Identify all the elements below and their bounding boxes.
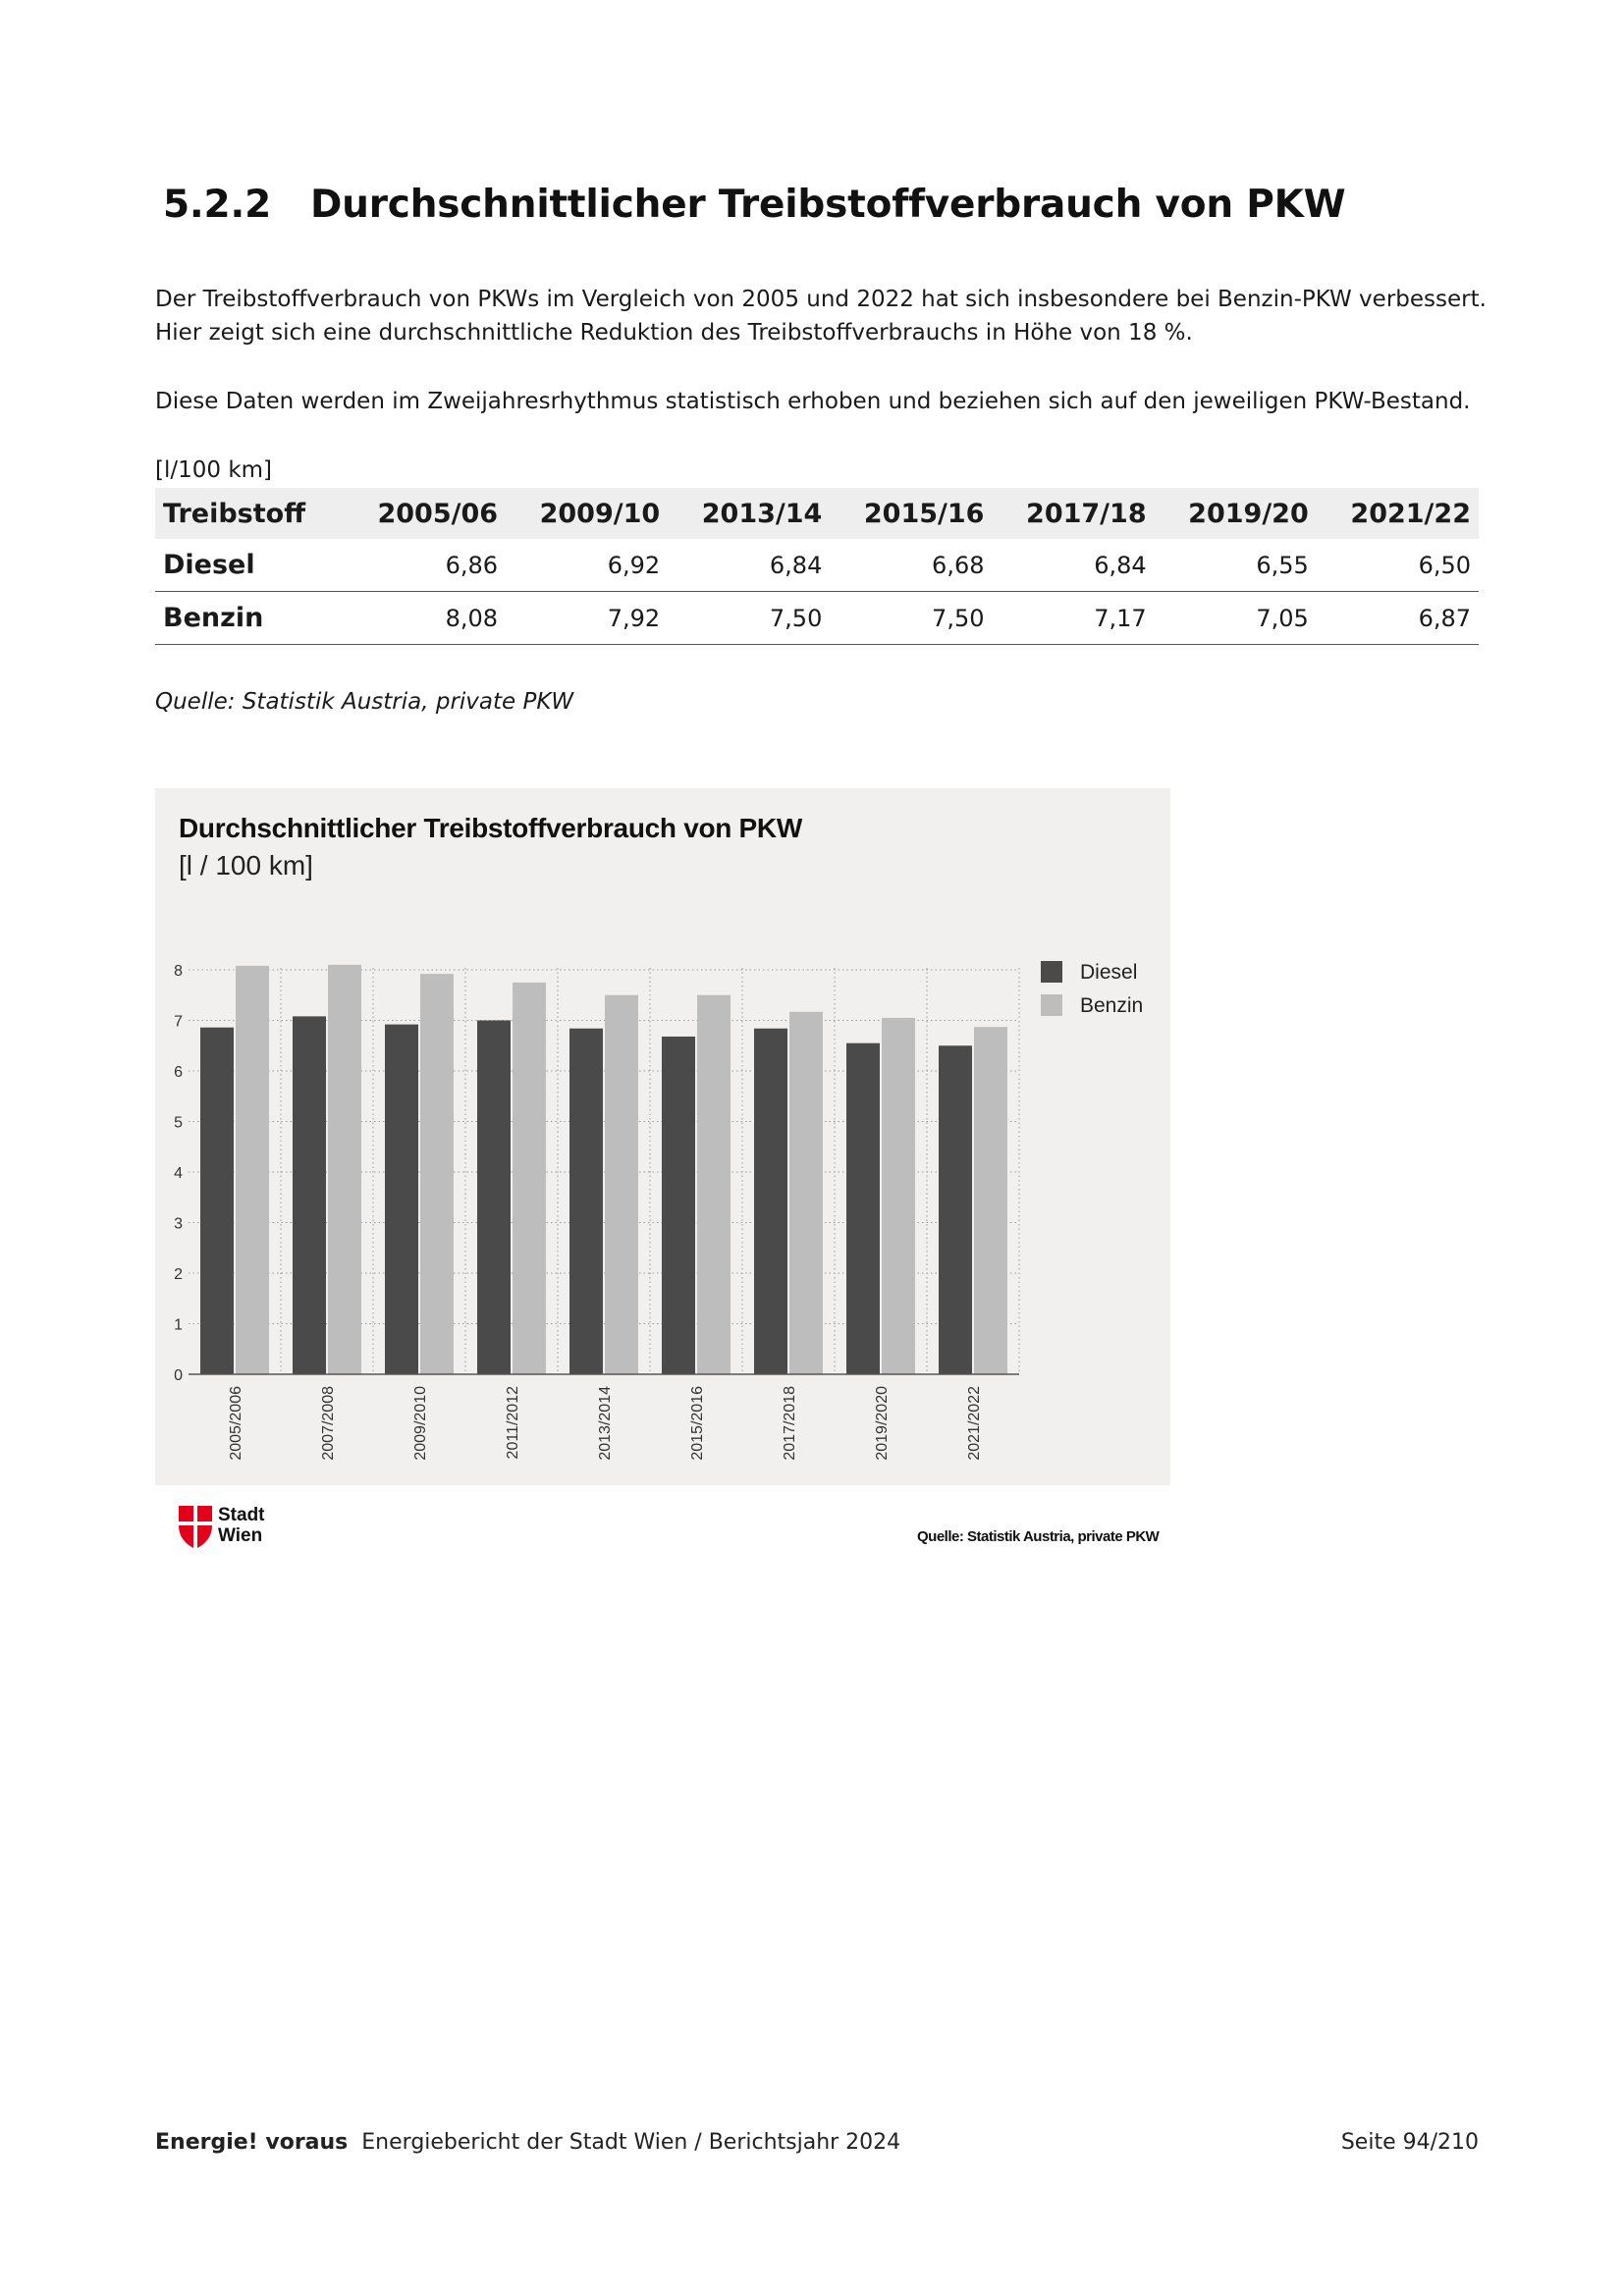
logo-line-stadt: Stadt <box>218 1505 265 1525</box>
bar-benzin <box>974 1027 1007 1374</box>
bar-diesel <box>662 1037 695 1374</box>
x-tick-label: 2013/2014 <box>597 1386 614 1461</box>
table-cell: 7,50 <box>668 592 830 645</box>
consumption-table <box>155 488 1479 645</box>
table-cell: 6,55 <box>1155 539 1317 592</box>
header-2015-16: 2015/16 <box>830 488 992 539</box>
header-2009-10: 2009/10 <box>506 488 668 539</box>
table-cell: 7,05 <box>1155 592 1317 645</box>
logo-text <box>218 1505 265 1546</box>
legend-swatch-diesel <box>1041 961 1062 983</box>
y-tick-label: 4 <box>174 1165 183 1182</box>
x-tick-label: 2015/2016 <box>689 1386 706 1461</box>
chart-source: Quelle: Statistik Austria, private PKW <box>917 1528 1160 1545</box>
table-unit-label: [l/100 km] <box>155 457 273 483</box>
header-2005-06: 2005/06 <box>344 488 506 539</box>
bar-diesel <box>477 1021 511 1375</box>
bar-benzin <box>328 965 361 1374</box>
bar-diesel <box>569 1029 603 1374</box>
y-tick-label: 0 <box>174 1367 183 1384</box>
x-tick-label: 2019/2020 <box>874 1386 891 1461</box>
footer-left <box>155 2130 900 2155</box>
bar-diesel <box>939 1045 972 1374</box>
table-cell: 6,68 <box>830 539 992 592</box>
table-header-row <box>155 488 1479 539</box>
bar-chart <box>155 788 1170 1485</box>
y-tick-label: 5 <box>174 1114 183 1132</box>
x-tick-label: 2021/2022 <box>966 1386 983 1461</box>
table-cell: 6,87 <box>1317 592 1479 645</box>
row-label: Diesel <box>155 539 344 592</box>
y-tick-label: 6 <box>174 1064 183 1081</box>
legend-swatch-benzin <box>1041 994 1062 1016</box>
header-2019-20: 2019/20 <box>1155 488 1317 539</box>
header-2013-14: 2013/14 <box>668 488 830 539</box>
method-paragraph: Diese Daten werden im Zweijahresrhythmus statistisch erhoben und beziehen sich auf den jeweiligen PKW-Bestand. <box>155 389 1471 414</box>
table-cell: 7,92 <box>506 592 668 645</box>
bar-diesel <box>846 1043 880 1374</box>
bar-benzin <box>605 995 638 1374</box>
bar-diesel <box>385 1025 418 1374</box>
bar-benzin <box>420 974 454 1374</box>
bar-diesel <box>200 1028 234 1374</box>
section-heading <box>163 175 1479 234</box>
chart-title: Durchschnittlicher Treibstoffverbrauch von PKW <box>179 813 802 843</box>
x-tick-label: 2009/2010 <box>412 1386 429 1461</box>
bar-diesel <box>293 1016 326 1374</box>
x-tick-label: 2007/2008 <box>320 1386 337 1461</box>
table-cell: 8,08 <box>344 592 506 645</box>
legend-label-benzin: Benzin <box>1080 994 1144 1017</box>
bar-benzin <box>513 983 546 1374</box>
section-title: Durchschnittlicher Treibstoffverbrauch von PKW <box>310 182 1346 227</box>
y-tick-label: 3 <box>174 1215 183 1233</box>
header-2017-18: 2017/18 <box>992 488 1154 539</box>
chart-unit: [l / 100 km] <box>179 850 313 881</box>
y-tick-label: 7 <box>174 1013 183 1031</box>
table-cell: 7,50 <box>830 592 992 645</box>
logo-line-wien: Wien <box>218 1525 263 1546</box>
table-cell: 6,50 <box>1317 539 1479 592</box>
row-label: Benzin <box>155 592 344 645</box>
y-tick-label: 2 <box>174 1266 183 1283</box>
bar-benzin <box>236 966 269 1374</box>
bar-diesel <box>754 1029 787 1374</box>
x-tick-label: 2017/2018 <box>782 1386 798 1461</box>
bar-benzin <box>882 1018 915 1374</box>
header-2021-22: 2021/22 <box>1317 488 1479 539</box>
footer-brand: Energie! voraus <box>155 2130 349 2155</box>
x-tick-label: 2005/2006 <box>228 1386 244 1461</box>
table-cell: 6,84 <box>668 539 830 592</box>
y-tick-label: 1 <box>174 1316 183 1334</box>
table-cell: 6,84 <box>992 539 1154 592</box>
table-cell: 6,92 <box>506 539 668 592</box>
footer-text: Energiebericht der Stadt Wien / Berichtsjahr 2024 <box>361 2130 901 2155</box>
table-row-benzin <box>155 592 1479 645</box>
y-tick-label: 8 <box>174 963 183 980</box>
legend-label-diesel: Diesel <box>1080 961 1138 984</box>
intro-paragraph: Der Treibstoffverbrauch von PKWs im Vergleich von 2005 und 2022 hat sich insbesondere bei Benzin-PKW verbessert. Hier zeigt sich eine durchschnittliche Reduktion des Treibstoffverbrauchs in Höhe von 18 %. <box>155 287 1487 346</box>
table-cell: 6,86 <box>344 539 506 592</box>
bar-benzin <box>789 1012 823 1374</box>
table-cell: 7,17 <box>992 592 1154 645</box>
page-number: Seite 94/210 <box>1340 2130 1479 2155</box>
section-number: 5.2.2 <box>163 182 272 227</box>
table-row-diesel <box>155 539 1479 592</box>
table-source: Quelle: Statistik Austria, private PKW <box>155 689 574 715</box>
bar-benzin <box>697 995 731 1374</box>
x-tick-label: 2011/2012 <box>505 1386 521 1460</box>
header-treibstoff: Treibstoff <box>155 488 344 539</box>
